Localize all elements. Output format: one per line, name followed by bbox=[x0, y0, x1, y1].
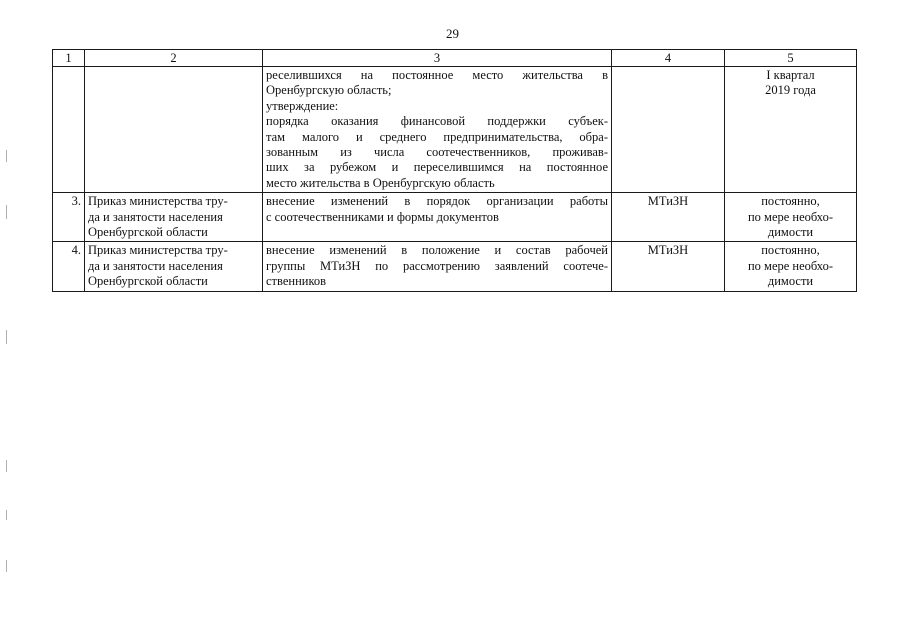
document-line: да и занятости населения bbox=[88, 258, 223, 273]
row-number: 3. bbox=[53, 193, 85, 242]
deadline-line: по мере необхо- bbox=[747, 258, 833, 273]
table-row bbox=[53, 242, 857, 291]
scan-margin-mark bbox=[6, 560, 7, 572]
executor-cell: МТиЗН bbox=[612, 193, 725, 242]
deadline-line: 2019 года bbox=[765, 83, 816, 98]
header-cell-1: 1 bbox=[53, 50, 85, 67]
document-line: Оренбургской области bbox=[88, 274, 208, 289]
document-line: Оренбургской области bbox=[88, 225, 208, 240]
header-cell-3: 3 bbox=[263, 50, 612, 67]
content-line: место жительства в Оренбургскую область bbox=[266, 175, 495, 190]
header-row bbox=[53, 50, 857, 67]
deadline-cell bbox=[725, 242, 857, 291]
executor-cell bbox=[612, 67, 725, 193]
deadline-line: постоянно, bbox=[761, 243, 820, 258]
plan-table bbox=[52, 49, 857, 292]
content-cell bbox=[263, 67, 612, 193]
content-line: утверждение: bbox=[266, 98, 339, 113]
deadline-line: димости bbox=[767, 274, 814, 289]
header-cell-5: 5 bbox=[725, 50, 857, 67]
scan-margin-mark bbox=[6, 205, 7, 219]
page-number: 29 bbox=[446, 26, 459, 41]
document-line: да и занятости населения bbox=[88, 209, 223, 224]
document-cell bbox=[85, 242, 263, 291]
scan-margin-mark bbox=[6, 510, 7, 520]
deadline-line: постоянно, bbox=[761, 194, 820, 209]
content-line: Оренбургскую область; bbox=[266, 83, 392, 98]
deadline-line: по мере необхо- bbox=[747, 209, 833, 224]
document-line: Приказ министерства тру- bbox=[88, 243, 228, 258]
content-line: зованным из числа соотечественников, проживав- bbox=[266, 145, 608, 160]
document-line: Приказ министерства тру- bbox=[88, 194, 228, 209]
content-line: внесение изменений в положение и состав рабочей bbox=[266, 243, 608, 258]
deadline-cell bbox=[725, 193, 857, 242]
content-line: там малого и среднего предпринимательства, обра- bbox=[266, 129, 608, 144]
table-row bbox=[53, 193, 857, 242]
document-cell bbox=[85, 67, 263, 193]
table-row bbox=[53, 67, 857, 193]
content-line: ственников bbox=[266, 274, 327, 289]
content-line: порядка оказания финансовой поддержки субъек- bbox=[266, 114, 608, 129]
content-line: внесение изменений в порядок организации работы bbox=[266, 194, 608, 209]
content-line: группы МТиЗН по рассмотрению заявлений соотече- bbox=[266, 258, 608, 273]
deadline-line: димости bbox=[767, 225, 814, 240]
content-cell bbox=[263, 242, 612, 291]
scan-margin-mark bbox=[6, 330, 7, 344]
header-cell-4: 4 bbox=[612, 50, 725, 67]
scan-margin-mark bbox=[6, 150, 7, 162]
row-number: 4. bbox=[53, 242, 85, 291]
content-line: реселившихся на постоянное место жительства в bbox=[266, 68, 608, 82]
document-cell bbox=[85, 193, 263, 242]
content-line: с соотечественниками и формы документов bbox=[266, 209, 499, 224]
scan-margin-mark bbox=[6, 460, 7, 472]
content-cell bbox=[263, 193, 612, 242]
deadline-cell bbox=[725, 67, 857, 193]
content-line: ших за рубежом и переселившимся на постоянное bbox=[266, 160, 608, 175]
deadline-line: I квартал bbox=[766, 68, 815, 82]
executor-cell: МТиЗН bbox=[612, 242, 725, 291]
header-cell-2: 2 bbox=[85, 50, 263, 67]
row-number bbox=[53, 67, 85, 193]
